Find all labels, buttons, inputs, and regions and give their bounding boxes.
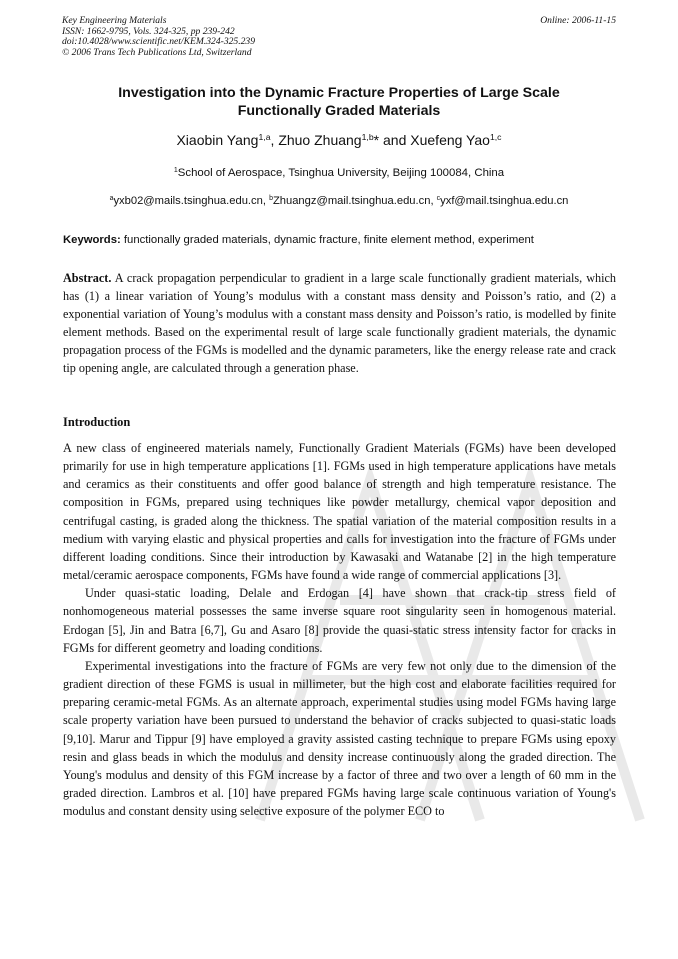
affiliation-superscript: 1	[173, 167, 178, 175]
affiliation-text: School of Aerospace, Tsinghua University, Beijing 100084, China	[177, 167, 505, 179]
author-separator: ,	[270, 132, 279, 148]
keywords-label: Keywords:	[63, 234, 121, 246]
author-superscript: 1,a	[258, 132, 271, 143]
email-address: Zhuangz@mail.tsinghua.edu.cn,	[272, 195, 437, 207]
author-name: Xiaobin Yang	[176, 132, 259, 148]
paragraph: A new class of engineered materials namely, Functionally Gradient Materials (FGMs) have been developed primarily for use in high temperature applications [1]. FGMs used in high temperature applications have metals and ceramics as their constituents and offer good balance of strength and high temperature resistance. The composition in FGMs, prepared using techniques like powder metallurgy, chemical vapor deposition and centrifugal casting, is graded along the thickness. The spatial variation of the material composition results in a medium with varying elastic and physical properties and calls for investigation into the fracture of FGMs under different loading conditions. Since their introduction by Kawasaki and Watanabe [2] in the high temperature metal/ceramic aerospace components, FGMs have found a wide range of commercial applications [3].	[63, 441, 616, 583]
title-line-2: Functionally Graded Materials	[237, 103, 441, 119]
email-superscript: a	[109, 195, 114, 203]
section-heading-introduction: Introduction	[63, 415, 131, 429]
author-superscript: 1,c	[489, 132, 502, 143]
corresponding-author-mark: *	[373, 132, 380, 148]
abstract	[63, 269, 616, 378]
introduction-body	[63, 439, 616, 820]
online-date: Online: 2006-11-15	[540, 15, 616, 26]
email-superscript: c	[436, 195, 441, 203]
abstract-label: Abstract.	[63, 271, 112, 285]
keywords	[63, 233, 619, 247]
doi-line: doi:10.4028/www.scientific.net/KEM.324-325.239	[62, 36, 256, 48]
email-address: yxb02@mails.tsinghua.edu.cn,	[113, 195, 270, 207]
journal-name: Key Engineering Materials	[62, 15, 167, 26]
journal-header	[62, 16, 618, 58]
email-superscript: b	[269, 195, 273, 203]
author-name: Xuefeng Yao	[410, 132, 490, 148]
email-address: yxf@mail.tsinghua.edu.cn	[440, 195, 569, 207]
email-list	[60, 194, 618, 208]
keywords-text: functionally graded materials, dynamic fracture, finite element method, experiment	[120, 234, 534, 246]
author-separator: and	[379, 132, 411, 148]
paper-title	[60, 84, 618, 120]
abstract-text: A crack propagation perpendicular to gradient in a large scale functionally gradient materials, which has (1) a linear variation of Young’s modulus with a constant mass density and Poisson’s ratio, and (2) a exponential variation of Young’s modulus with a constant mass density and Poisson’s ratio, is modelled by finite element methods. Based on the experimental result of large scale functionally gradient materials, the dynamic propagation process of the FGMs is modelled and the dynamic parameters, like the energy release rate and crack tip opening angle, are calculated through a generation phase.	[63, 271, 616, 376]
issn-line: ISSN: 1662-9795, Vols. 324-325, pp 239-242	[62, 25, 235, 37]
author-name: Zhuo Zhuang	[278, 132, 362, 148]
author-superscript: 1,b	[361, 132, 374, 143]
affiliation	[60, 166, 618, 180]
author-list	[60, 131, 618, 149]
paragraph: Experimental investigations into the fracture of FGMs are very few not only due to the dimension of the gradient direction of these FGMS is usual in millimeter, but the high cost and elaborate facilities required for preparing ceramic-metal FGMs. As an alternate approach, experimental studies using model FGMs having large scale property variation have been pursued to understand the behavior of cracks subjected to quasi-static loads [9,10]. Marur and Tippur [9] have employed a gravity assisted casting technique to prepare FGMs using epoxy resin and glass beads in which the modulus and density increase continuously along the graded direction. The Young's modulus and density of this FGM increase by a factor of three and two over a length of 60 mm in the graded direction. Lambros et al. [10] have prepared FGMs having large scale continuous variation of Young's modulus and constant density using selective exposure of the polymer ECO to	[63, 658, 616, 819]
copyright-line: © 2006 Trans Tech Publications Ltd, Switzerland	[62, 46, 252, 58]
title-line-1: Investigation into the Dynamic Fracture Properties of Large Scale	[118, 85, 560, 101]
paragraph: Under quasi-static loading, Delale and Erdogan [4] have shown that crack-tip stress field of nonhomogeneous material possesses the same inverse square root singularity seen in homogenous material. Erdogan [5], Jin and Batra [6,7], Gu and Asaro [8] provide the quasi-static stress intensity factor for cracks in FGMs for different geometry and loading conditions.	[63, 586, 616, 655]
